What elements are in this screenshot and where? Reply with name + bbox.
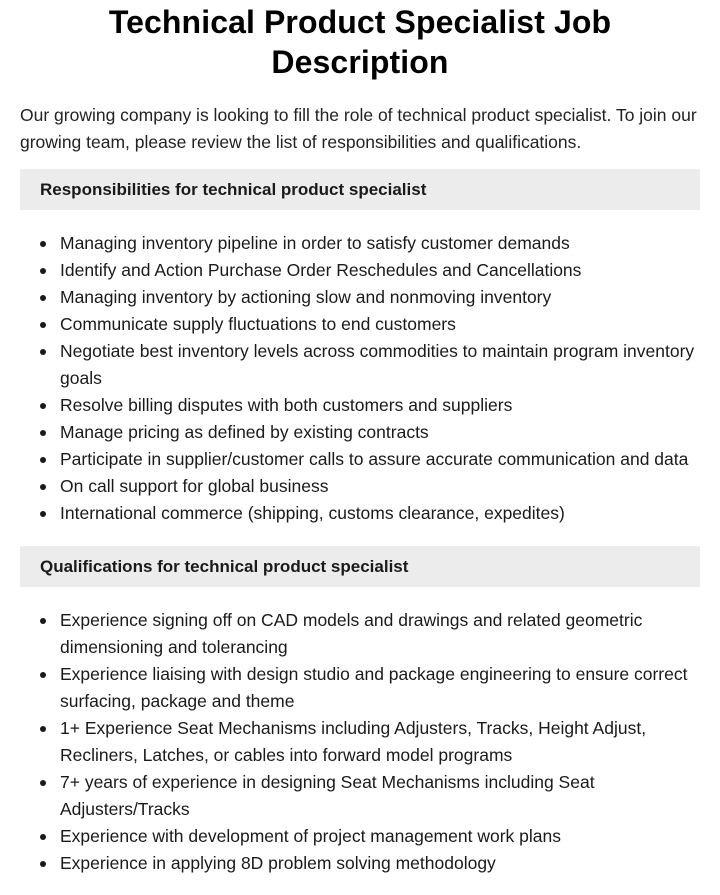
list-item xyxy=(60,823,700,850)
bullet-icon xyxy=(40,861,46,867)
bullet-icon xyxy=(40,457,46,463)
responsibilities-list xyxy=(20,230,700,527)
list-item-text: Identify and Action Purchase Order Reschedules and Cancellations xyxy=(60,260,582,280)
list-item-text: On call support for global business xyxy=(60,476,329,496)
bullet-icon xyxy=(40,430,46,436)
bullet-icon xyxy=(40,268,46,274)
list-item-text: Experience liaising with design studio and package engineering to ensure correct surfacing, package and theme xyxy=(60,664,688,711)
bullet-icon xyxy=(40,349,46,355)
bullet-icon xyxy=(40,484,46,490)
list-item-text: International commerce (shipping, customs clearance, expedites) xyxy=(60,503,565,523)
list-item xyxy=(60,446,700,473)
page-title: Technical Product Specialist Job Description xyxy=(108,4,612,80)
bullet-icon xyxy=(40,618,46,624)
bullet-icon xyxy=(40,834,46,840)
list-item xyxy=(60,769,700,823)
bullet-icon xyxy=(40,780,46,786)
qualifications-list xyxy=(20,607,700,877)
list-item xyxy=(60,473,700,500)
list-item xyxy=(60,850,700,877)
bullet-icon xyxy=(40,295,46,301)
list-item xyxy=(60,607,700,661)
bullet-icon xyxy=(40,672,46,678)
list-item-text: Experience with development of project management work plans xyxy=(60,826,561,846)
list-item-text: Resolve billing disputes with both customers and suppliers xyxy=(60,395,513,415)
list-item xyxy=(60,338,700,392)
intro-paragraph: Our growing company is looking to fill the role of technical product specialist. To join our growing team, please review the list of responsibilities and qualifications. xyxy=(20,105,697,152)
bullet-icon xyxy=(40,726,46,732)
list-item-text: Experience signing off on CAD models and drawings and related geometric dimensioning and tolerancing xyxy=(60,610,643,657)
list-item xyxy=(60,284,700,311)
list-item xyxy=(60,419,700,446)
bullet-icon xyxy=(40,322,46,328)
list-item-text: Participate in supplier/customer calls to assure accurate communication and data xyxy=(60,449,689,469)
list-item xyxy=(60,257,700,284)
list-item-text: Managing inventory pipeline in order to satisfy customer demands xyxy=(60,233,570,253)
list-item-text: Experience in applying 8D problem solving methodology xyxy=(60,853,496,873)
list-item xyxy=(60,230,700,257)
bullet-icon xyxy=(40,241,46,247)
list-item xyxy=(60,715,700,769)
responsibilities-heading: Responsibilities for technical product specialist xyxy=(20,169,700,210)
list-item-text: Managing inventory by actioning slow and nonmoving inventory xyxy=(60,287,552,307)
qualifications-heading: Qualifications for technical product specialist xyxy=(20,546,700,587)
list-item xyxy=(60,661,700,715)
list-item xyxy=(60,311,700,338)
list-item xyxy=(60,500,700,527)
list-item-text: 1+ Experience Seat Mechanisms including Adjusters, Tracks, Height Adjust, Recliners, Latches, or cables into forward model programs xyxy=(60,718,647,765)
list-item-text: Negotiate best inventory levels across commodities to maintain program inventory goals xyxy=(60,341,695,388)
bullet-icon xyxy=(40,403,46,409)
bullet-icon xyxy=(40,511,46,517)
list-item-text: Manage pricing as defined by existing contracts xyxy=(60,422,429,442)
list-item-text: 7+ years of experience in designing Seat Mechanisms including Seat Adjusters/Tracks xyxy=(60,772,595,819)
list-item-text: Communicate supply fluctuations to end customers xyxy=(60,314,456,334)
list-item xyxy=(60,392,700,419)
